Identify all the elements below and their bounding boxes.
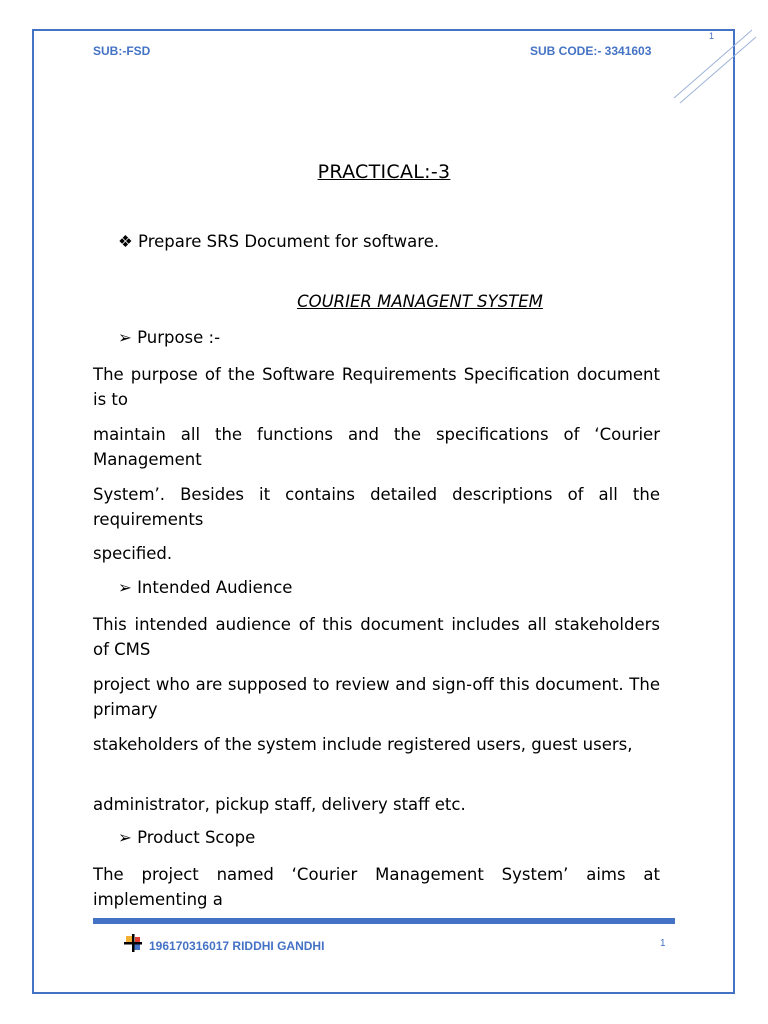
scope-heading: ➢ Product Scope [118,828,256,847]
purpose-line-2: maintain all the functions and the specifications of ‘Courier Management [93,425,660,469]
document-subtitle: COURIER MANAGENT SYSTEM [297,292,543,311]
header-subject: SUB:-FSD [93,44,151,58]
footer-author: 196170316017 RIDDHI GANDHI [149,939,325,953]
audience-line-4: administrator, pickup staff, delivery staff etc. [93,795,466,814]
footer-rule [93,918,675,924]
footer-logo-icon [124,934,144,954]
corner-page-number: 1 [709,31,715,41]
audience-line-1: This intended audience of this document includes all stakeholders of CMS [93,615,660,659]
audience-line-2: project who are supposed to review and sign-off this document. The primary [93,675,660,719]
purpose-line-3: System’. Besides it contains detailed descriptions of all the requirements [93,485,660,529]
purpose-heading: ➢ Purpose :- [118,328,221,347]
audience-heading: ➢ Intended Audience [118,578,293,597]
page-title: PRACTICAL:-3 [317,161,451,183]
header-sub-code: SUB CODE:- 3341603 [530,44,652,58]
purpose-line-1: The purpose of the Software Requirements Specification document is to [93,365,660,409]
task-bullet: ❖ Prepare SRS Document for software. [118,232,440,251]
footer-page-number: 1 [660,938,666,949]
audience-line-3: stakeholders of the system include registered users, guest users, [93,735,633,754]
scope-line-1: The project named ‘Courier Management System’ aims at implementing a [93,865,660,909]
purpose-line-4: specified. [93,544,173,563]
corner-decoration [670,28,760,108]
